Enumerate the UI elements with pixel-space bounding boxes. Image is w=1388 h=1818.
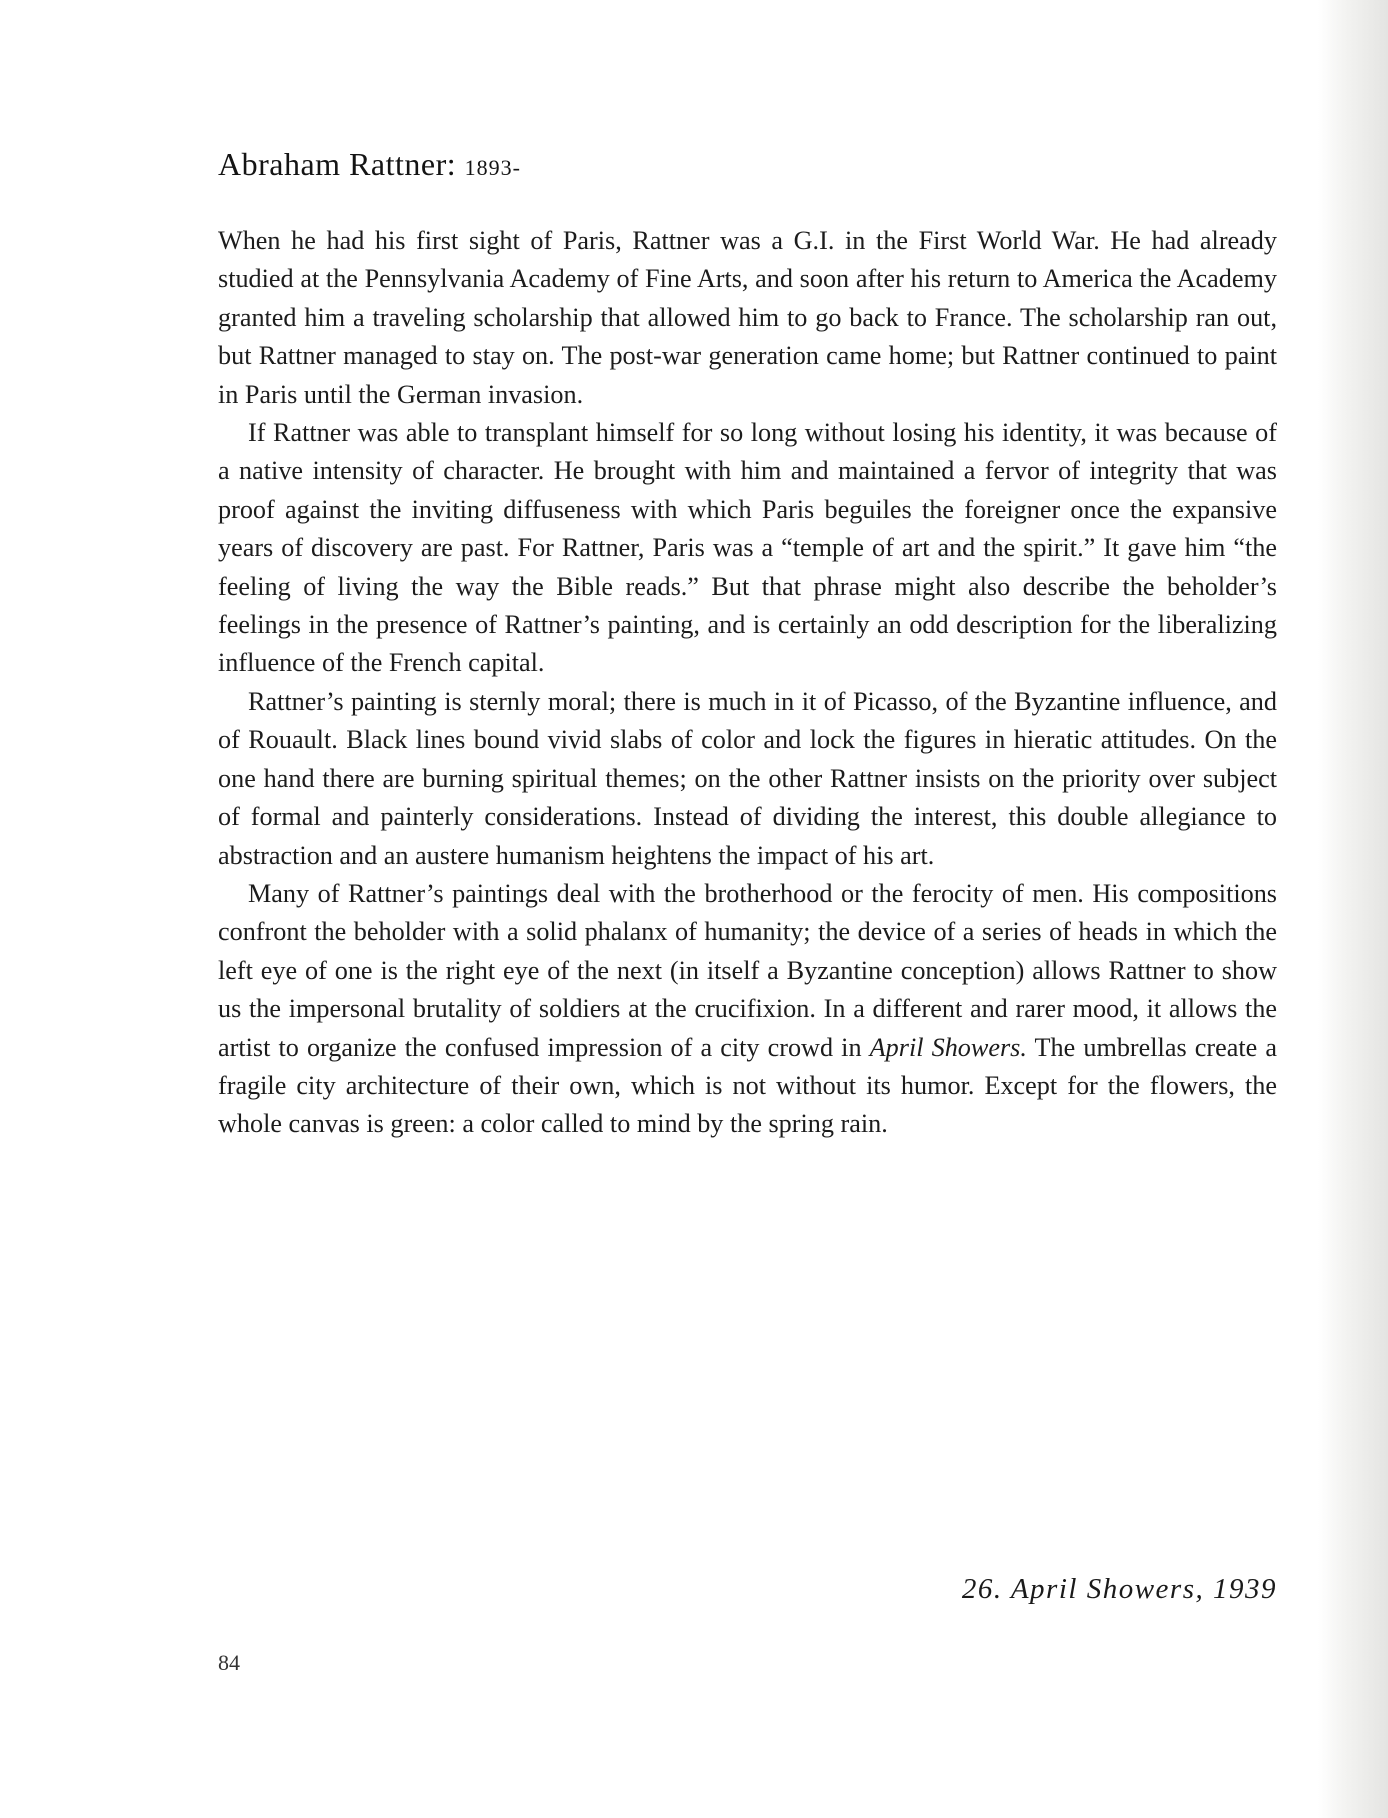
page-title (218, 146, 521, 183)
paragraph-4-before: Many of Rattner’s paintings deal with the brotherhood or the ferocity of men. His compositions confront the beholder with a solid phalanx of humanity; the device of a series of heads in which the left eye of one is the right eye of the next (in itself a Byzantine conception) allows Rattner to show us the impersonal brutality of soldiers at the crucifixion. In a different and rarer mood, it allows the artist to organize the confused impression of a city crowd in (218, 878, 1277, 1062)
painting-title-reference: April Showers. (869, 1032, 1027, 1062)
paragraph-4 (218, 875, 1277, 1144)
paragraph-1: When he had his first sight of Paris, Rattner was a G.I. in the First World War. He had already studied at the Pennsylvania Academy of Fine Arts, and soon after his return to America the Academy granted him a traveling scholarship that allowed him to go back to France. The scholarship ran out, but Rattner managed to stay on. The post-war generation came home; but Rattner continued to paint in Paris until the German invasion. (218, 226, 1277, 409)
paragraph-4-after: The umbrellas create a fragile city architecture of their own, which is not without its humor. Except for the flowers, the whole canvas is green: a color called to mind by the spring rain. (218, 1032, 1277, 1139)
page-edge-shadow (1318, 0, 1388, 1818)
artist-name: Abraham Rattner (218, 146, 447, 182)
artist-dates: 1893- (464, 155, 521, 180)
page-number: 84 (218, 1650, 240, 1675)
paragraph-3: Rattner’s painting is sternly moral; there is much in it of Picasso, of the Byzantine influence, and of Rouault. Black lines bound vivid slabs of color and lock the figures in hieratic attitudes. On the one hand there are burning spiritual themes; on the other Rattner insists on the priority over subject of formal and painterly considerations. Instead of dividing the interest, this double allegiance to abstraction and an austere humanism heightens the impact of his art. (218, 686, 1277, 870)
plate-caption: 26. April Showers, 1939 (961, 1573, 1277, 1605)
paragraph-2: If Rattner was able to transplant himself for so long without losing his identity, it was because of a native intensity of character. He brought with him and maintained a fervor of integrity that was proof against the inviting diffuseness with which Paris beguiles the foreigner once the expansive years of discovery are past. For Rattner, Paris was a “temple of art and the spirit.” It gave him “the feeling of living the way the Bible reads.” But that phrase might also describe the beholder’s feelings in the presence of Rattner’s painting, and is certainly an odd description for the liberalizing influence of the French capital. (218, 418, 1277, 678)
title-separator: : (446, 146, 465, 182)
essay-body (218, 222, 1277, 1144)
